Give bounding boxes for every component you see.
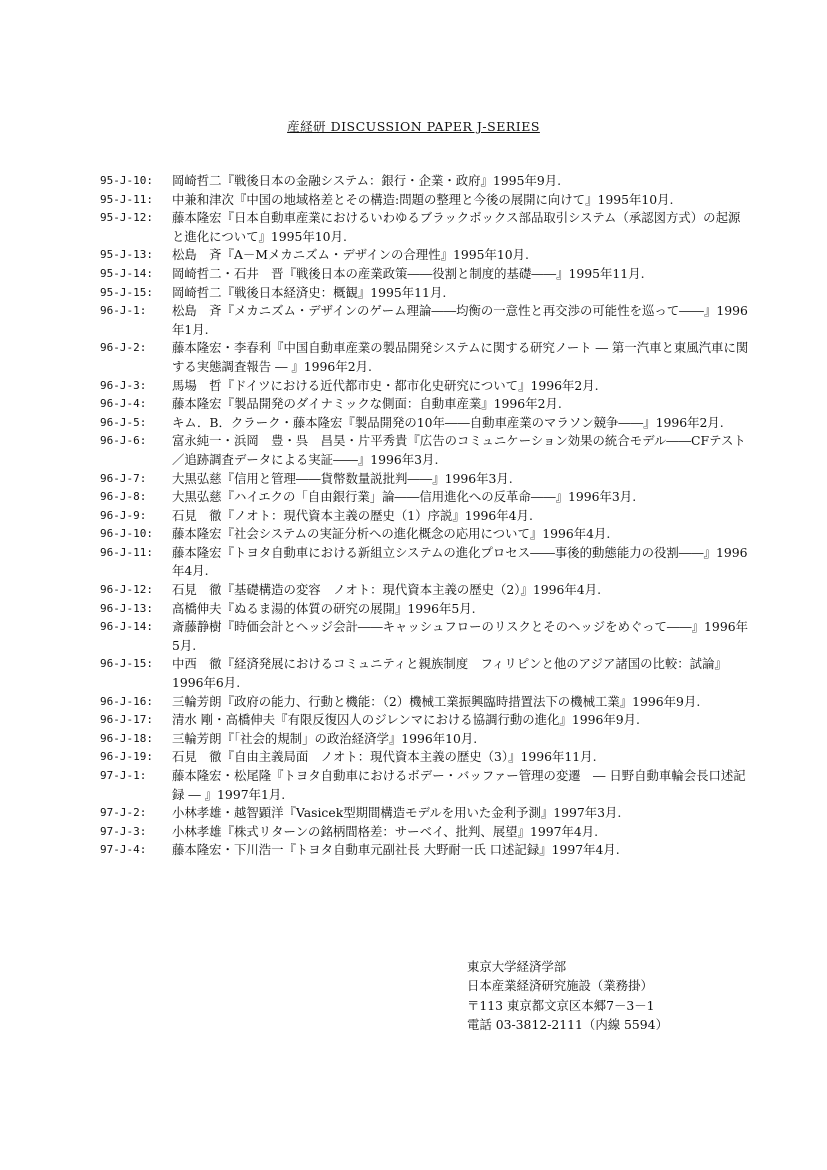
paper-citation: 藤本隆宏『製品開発のダイナミックな側面：自動車産業』1996年2月.: [172, 396, 562, 412]
paper-entry: [100, 395, 750, 414]
paper-code: 96-J-14:: [100, 620, 153, 634]
paper-entry: [100, 841, 750, 860]
paper-citation: 高橋伸夫『ぬるま湯的体質の研究の展開』1996年5月.: [172, 600, 476, 616]
paper-citation: 小林孝雄『株式リターンの銘柄間格差：サーベイ、批判、展望』1997年4月.: [172, 823, 599, 839]
paper-citation: 石見 徹『基礎構造の変容 ノオト：現代資本主義の歴史（2）』1996年4月.: [172, 582, 602, 598]
paper-code: 96-J-3:: [100, 378, 147, 392]
paper-entry: [100, 823, 750, 842]
department-name: 東京大学経済学部: [467, 959, 567, 974]
paper-code: 96-J-18:: [100, 731, 153, 745]
paper-entry: [100, 302, 750, 339]
paper-code: 97-J-2:: [100, 806, 147, 820]
paper-citation: 藤本隆宏『トヨタ自動車における新組立システムの進化プロセス――事後的動態能力の役割――』1996年4月.: [172, 544, 748, 579]
paper-code: 96-J-11:: [100, 545, 153, 559]
series-title: [0, 117, 827, 135]
paper-entry: [100, 191, 750, 210]
paper-citation: 岡崎哲二・石井 晋『戦後日本の産業政策――役割と制度的基礎――』1995年11月.: [172, 265, 645, 281]
paper-citation: 中西 徹『経済発展におけるコミュニティと親族制度 フィリピンと他のアジア諸国の比較：試論』1996年6月.: [172, 656, 727, 691]
contact-address-block: [467, 957, 668, 1035]
paper-code: 96-J-4:: [100, 397, 147, 411]
paper-entry: [100, 544, 750, 581]
paper-code: 96-J-2:: [100, 341, 147, 355]
paper-code: 95-J-12:: [100, 211, 153, 225]
paper-entry: [100, 618, 750, 655]
paper-entry: [100, 600, 750, 619]
paper-code: 96-J-17:: [100, 713, 153, 727]
paper-code: 96-J-9:: [100, 508, 147, 522]
paper-citation: キム．B．クラーク・藤本隆宏『製品開発の10年――自動車産業のマラソン競争――』1996年2月.: [172, 414, 724, 430]
paper-citation: 松島 斉『A－Mメカニズム・デザインの合理性』1995年10月.: [172, 247, 529, 263]
paper-citation: 富永純一・浜岡 豊・呉 昌昊・片平秀貴『広告のコミュニケーション効果の統合モデル――CFテスト／追跡調査データによる実証――』1996年3月.: [172, 433, 746, 467]
paper-code: 97-J-4:: [100, 843, 147, 857]
paper-entry: [100, 470, 750, 489]
paper-code: 95-J-10:: [100, 174, 153, 187]
paper-citation: 松島 斉『メカニズム・デザインのゲーム理論――均衡の一意性と再交渉の可能性を巡って――』1996年1月.: [172, 303, 748, 337]
paper-citation: 藤本隆宏『日本自動車産業におけるいわゆるブラックボックス部品取引システム（承認図方式）の起源と進化について』1995年10月.: [172, 210, 741, 244]
paper-citation: 清水 剛・高橋伸夫『有限反復囚人のジレンマにおける協調行動の進化』1996年9月.: [172, 712, 640, 728]
paper-code: 95-J-13:: [100, 248, 153, 262]
paper-entry: [100, 767, 750, 804]
paper-code: 96-J-1:: [100, 304, 147, 318]
paper-entry: [100, 711, 750, 730]
postal-address: 〒113 東京都文京区本郷7－3－1: [467, 997, 655, 1013]
paper-code: 96-J-16:: [100, 694, 153, 708]
paper-entry: [100, 246, 750, 265]
paper-citation: 藤本隆宏・李春利『中国自動車産業の製品開発システムに関する研究ノート ― 第一汽車と東風汽車に関する実態調査報告 ― 』1996年2月.: [172, 340, 749, 374]
paper-citation: 斎藤静樹『時価会計とヘッジ会計――キャッシュフローのリスクとそのヘッジをめぐって――』1996年5月.: [172, 619, 748, 653]
facility-name: 日本産業経済研究施設（業務掛）: [467, 978, 653, 994]
paper-citation: 石見 徹『自由主義局面 ノオト：現代資本主義の歴史（3）』1996年11月.: [172, 749, 597, 765]
paper-entry: [100, 488, 750, 507]
phone-number: 電話 03-3812-2111（内線 5594）: [467, 1017, 668, 1033]
paper-code: 96-J-13:: [100, 601, 153, 615]
paper-entry: [100, 804, 750, 823]
paper-entry: [100, 339, 750, 376]
paper-code: 95-J-14:: [100, 266, 153, 280]
paper-citation: 小林孝雄・越智顕洋『Vasicek型期間構造モデルを用いた金利予測』1997年3月.: [172, 805, 622, 821]
paper-citation: 三輪芳朗『政府の能力、行動と機能：（2）機械工業振興臨時措置法下の機械工業』1996年9月.: [172, 693, 701, 709]
paper-code: 96-J-7:: [100, 471, 147, 485]
paper-code: 97-J-1:: [100, 769, 147, 782]
paper-entry: [100, 655, 750, 692]
paper-citation: 中兼和津次『中国の地域格差とその構造:問題の整理と今後の展開に向けて』1995年10月.: [172, 191, 674, 207]
paper-code: 96-J-19:: [100, 750, 153, 764]
paper-entry: [100, 693, 750, 712]
paper-citation: 岡崎哲二『戦後日本の金融システム：銀行・企業・政府』1995年9月.: [172, 173, 562, 188]
paper-code: 96-J-12:: [100, 583, 153, 597]
paper-entry: [100, 525, 750, 544]
paper-entry: [100, 748, 750, 767]
paper-entry: [100, 581, 750, 600]
paper-entry: [100, 414, 750, 433]
series-title-text: 産経研 DISCUSSION PAPER J-SERIES: [287, 119, 540, 134]
paper-code: 96-J-5:: [100, 415, 147, 429]
paper-entry: [100, 730, 750, 749]
paper-code: 97-J-3:: [100, 824, 147, 838]
paper-entry: [100, 284, 750, 303]
paper-citation: 三輪芳朗『「社会的規制」の政治経済学』1996年10月.: [172, 730, 478, 746]
paper-code: 96-J-15:: [100, 657, 153, 671]
paper-citation: 藤本隆宏・下川浩一『トヨタ自動車元副社長 大野耐一氏 口述記録』1997年4月.: [172, 842, 620, 858]
paper-citation: 藤本隆宏・松尾隆『トヨタ自動車におけるボデー・バッファー管理の変遷 ― 日野自動車輪会長口述記録 ― 』1997年1月.: [172, 768, 746, 802]
paper-citation: 大黒弘慈『信用と管理――貨幣数量説批判――』1996年3月.: [172, 470, 513, 486]
paper-entry: [100, 265, 750, 284]
paper-citation: 石見 徹『ノオト：現代資本主義の歴史（1）序説』1996年4月.: [172, 507, 533, 523]
paper-entry: [100, 209, 750, 246]
paper-entry: [100, 172, 750, 191]
paper-entry: [100, 432, 750, 469]
paper-code: 96-J-10:: [100, 527, 153, 541]
paper-code: 95-J-15:: [100, 285, 153, 299]
paper-entry: [100, 507, 750, 526]
paper-citation: 藤本隆宏『社会システムの実証分析への進化概念の応用について』1996年4月.: [172, 526, 611, 542]
paper-entry: [100, 377, 750, 396]
paper-code: 96-J-6:: [100, 434, 147, 448]
paper-citation: 馬場 哲『ドイツにおける近代都市史・都市化史研究について』1996年2月.: [172, 377, 599, 393]
paper-code: 95-J-11:: [100, 192, 153, 206]
paper-list: [100, 172, 750, 860]
paper-citation: 大黒弘慈『ハイエクの「自由銀行業」論――信用進化への反革命――』1996年3月.: [172, 489, 637, 505]
paper-citation: 岡崎哲二『戦後日本経済史：概観』1995年11月.: [172, 284, 447, 300]
paper-code: 96-J-8:: [100, 490, 147, 504]
